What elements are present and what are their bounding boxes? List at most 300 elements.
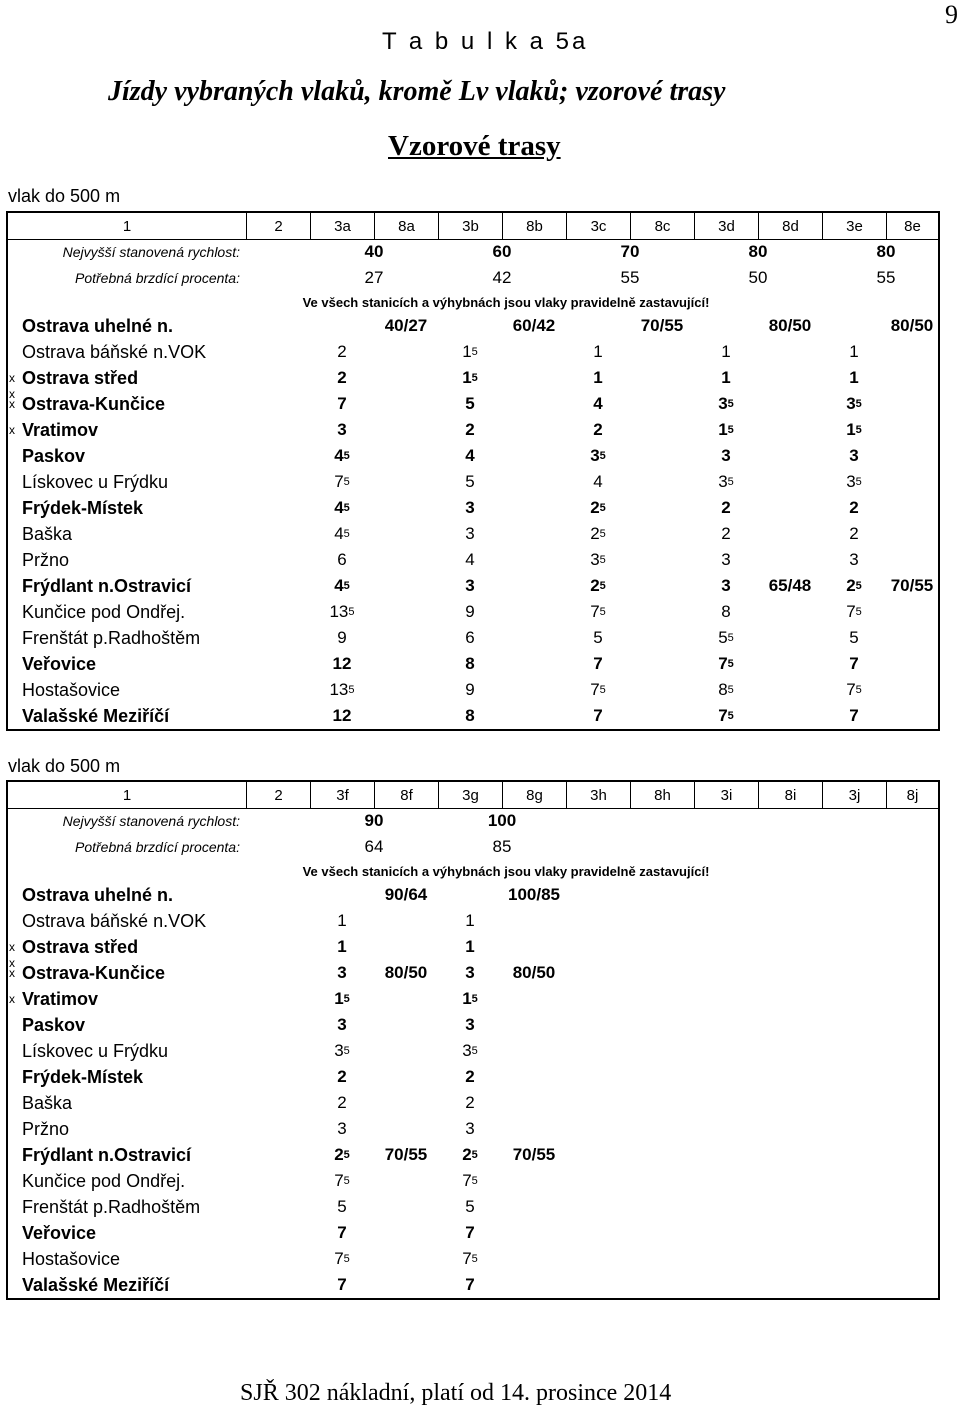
time-cell [822,1194,886,1220]
time-cell [758,908,822,934]
time-cell: 9 [337,628,347,647]
time-cell [502,1220,566,1246]
time-cell [630,521,694,547]
time-cell [758,1038,822,1064]
station-row [8,703,938,729]
time-cell [566,313,630,339]
brake-value [566,834,694,860]
time-cell [758,703,822,729]
station-name: Lískovec u Frýdku [22,471,169,492]
time-cell: 7 [337,1223,347,1242]
time-cell [374,417,438,443]
time-cell [566,1038,630,1064]
station-row [8,1038,938,1064]
time-cell [630,1220,694,1246]
footer: SJŘ 302 nákladní, platí od 14. prosince 2014 [240,1380,672,1406]
column-header: 3b [438,213,502,239]
column-header: 8i [758,782,822,808]
time-cell: 7 5 [718,706,734,725]
time-cell [374,521,438,547]
time-cell: 65/48 [768,576,812,595]
time-cell: 1 5 [462,368,478,387]
time-cell [502,417,566,443]
time-cell [822,1090,886,1116]
time-cell: 4 [593,472,603,491]
time-cell [822,882,886,908]
time-cell [566,908,630,934]
time-cell [502,443,566,469]
time-cell: 3 [337,1119,347,1138]
time-cell [374,1168,438,1194]
time-cell: 70/55 [512,1145,556,1164]
time-cell [758,986,822,1012]
time-cell [310,313,374,339]
station-row [8,1116,938,1142]
time-cell [758,469,822,495]
time-cell [630,573,694,599]
station-name: Ostrava-Kunčice [22,393,166,414]
time-cell [374,703,438,729]
time-cell: 2 [849,524,859,543]
time-cell: 1 [721,342,731,361]
time-cell: 4 5 [334,498,350,517]
time-cell [374,1272,438,1298]
station-row [8,313,938,339]
time-cell: 7 5 [334,1249,350,1268]
station-name: Frenštát p.Radhoštěm [22,1196,201,1217]
time-cell [374,339,438,365]
time-cell: 7 [465,1223,475,1242]
column-header: 8g [502,782,566,808]
time-cell [566,882,630,908]
station-name: Valašské Meziříčí [22,1274,170,1295]
junction-marker: x [9,940,15,954]
time-cell: 1 [337,937,347,956]
speed-label: Nejvyšší stanovená rychlost: [62,813,240,829]
time-cell [566,960,630,986]
time-cell [502,934,566,960]
time-cell: 2 5 [590,576,606,595]
time-cell [630,391,694,417]
time-cell: 3 5 [846,472,862,491]
time-cell [630,1090,694,1116]
time-cell: 80/50 [890,316,934,335]
brake-label: Potřebná brzdící procenta: [75,270,240,286]
station-row [8,651,938,677]
time-cell: 2 [337,368,347,387]
time-cell [630,908,694,934]
column-header: 8h [630,782,694,808]
time-cell: 2 [337,342,347,361]
note-row [8,860,938,882]
brake-value: 42 [492,268,512,287]
time-cell: 80/50 [768,316,812,335]
time-cell: 70/55 [890,576,934,595]
time-cell: 13 5 [329,680,355,699]
junction-marker: x [9,992,15,1006]
station-row [8,1220,938,1246]
time-cell: 7 [337,394,347,413]
station-row [8,625,938,651]
station-name: Frýdek-Místek [22,1066,144,1087]
time-cell [630,960,694,986]
time-cell [502,573,566,599]
time-cell [822,1272,886,1298]
speed-value: 90 [364,811,384,830]
speed-value: 40 [364,242,384,261]
page-number: 9 [945,0,958,29]
time-cell [374,599,438,625]
station-row [8,1090,938,1116]
time-cell: 2 5 [846,576,862,595]
time-cell: 12 [332,706,352,725]
time-cell [566,1168,630,1194]
time-cell: 1 [465,911,475,930]
time-cell [694,934,758,960]
time-cell [758,391,822,417]
time-cell [694,882,758,908]
time-cell [758,417,822,443]
time-cell: 2 [849,498,859,517]
time-cell [758,547,822,573]
time-cell [374,365,438,391]
time-cell [886,1064,938,1090]
time-cell: 7 5 [718,654,734,673]
time-cell: 2 [721,524,731,543]
time-cell [758,1090,822,1116]
station-row [8,986,938,1012]
time-cell [566,1194,630,1220]
station-row [8,495,938,521]
station-row [8,956,938,986]
station-row [8,387,938,417]
time-cell: 90/64 [384,885,428,904]
station-row [8,882,938,908]
time-cell: 4 5 [334,446,350,465]
time-cell [694,313,758,339]
station-name: Ostrava uhelné n. [22,315,174,336]
time-cell [374,1064,438,1090]
time-cell: 7 [593,654,603,673]
station-name: Ostrava střed [22,936,139,957]
time-cell: 7 [849,654,859,673]
time-cell [822,960,886,986]
station-row [8,365,938,391]
time-cell: 4 5 [334,576,350,595]
column-header: 3e [822,213,886,239]
time-cell [374,1012,438,1038]
time-cell: 3 [721,576,731,595]
time-cell [886,934,938,960]
column-header: 2 [246,213,310,239]
station-row [8,1246,938,1272]
time-cell: 80/50 [384,963,428,982]
time-cell: 3 [337,1015,347,1034]
time-cell [566,1142,630,1168]
time-cell [502,703,566,729]
station-row [8,1272,938,1298]
time-cell [758,443,822,469]
time-cell [630,417,694,443]
time-cell: 3 5 [590,446,606,465]
time-cell [822,934,886,960]
time-cell: 8 [721,602,731,621]
time-cell [502,469,566,495]
station-row [8,339,938,365]
column-header: 3c [566,213,630,239]
time-cell: 1 [593,342,603,361]
time-cell: 3 5 [334,1041,350,1060]
speed-value: 80 [876,242,896,261]
column-header-row [8,782,938,808]
time-cell [886,1168,938,1194]
time-cell: 8 [465,654,475,673]
time-cell [822,1246,886,1272]
time-cell [502,599,566,625]
station-name: Hostašovice [22,1248,121,1269]
time-cell [886,1038,938,1064]
time-cell [694,1142,758,1168]
column-header-row [8,213,938,239]
time-cell [374,573,438,599]
column-header: 8b [502,213,566,239]
time-cell [438,313,502,339]
schedule-table-2 [6,780,940,1300]
time-cell: 2 5 [462,1145,478,1164]
time-cell: 7 5 [334,1171,350,1190]
time-cell [822,1168,886,1194]
time-cell [886,651,938,677]
time-cell [374,1220,438,1246]
station-name: Baška [22,523,73,544]
time-cell [374,1246,438,1272]
time-cell [566,1090,630,1116]
time-cell [374,443,438,469]
column-header: 8j [886,782,938,808]
time-cell: 5 [337,1197,347,1216]
time-cell [886,882,938,908]
time-cell: 1 [337,911,347,930]
main-title: Jízdy vybraných vlaků, kromě Lv vlaků; vzorové trasy [108,76,726,107]
speed-value: 80 [748,242,768,261]
time-cell [374,934,438,960]
time-cell [502,625,566,651]
time-cell [758,1272,822,1298]
column-header: 8d [758,213,822,239]
time-cell [502,547,566,573]
column-header: 3j [822,782,886,808]
speed-row [8,239,938,265]
junction-marker: x [9,423,15,437]
speed-row [8,808,938,834]
station-name: Valašské Meziříčí [22,705,170,726]
time-cell [886,521,938,547]
time-cell [374,469,438,495]
time-cell [630,625,694,651]
time-cell: 5 [593,628,603,647]
time-cell [886,625,938,651]
time-cell: 7 [849,706,859,725]
time-cell [758,1246,822,1272]
junction-marker: x [9,371,15,385]
time-cell: 3 [465,524,475,543]
time-cell [502,339,566,365]
time-cell: 3 [465,576,475,595]
time-cell: 3 [337,420,347,439]
time-cell [502,1064,566,1090]
time-cell: 2 5 [590,524,606,543]
time-cell [502,365,566,391]
time-cell: 3 [465,498,475,517]
station-name: Ostrava střed [22,367,139,388]
station-row [8,908,938,934]
time-cell: 70/55 [384,1145,428,1164]
station-name: Baška [22,1092,73,1113]
station-name: Frýdlant n.Ostravicí [22,1144,192,1165]
station-name: Frenštát p.Radhoštěm [22,627,201,648]
station-row [8,573,938,599]
time-cell [758,521,822,547]
speed-label: Nejvyšší stanovená rychlost: [62,244,240,260]
time-cell [630,365,694,391]
time-cell: 40/27 [384,316,428,335]
time-cell: 9 [465,680,475,699]
time-cell [630,469,694,495]
time-cell [822,1142,886,1168]
time-cell [886,599,938,625]
time-cell [822,986,886,1012]
speed-value: 100 [487,811,517,830]
station-name: Vratimov [22,988,99,1009]
speed-value [566,808,694,834]
time-cell: 3 [721,550,731,569]
time-cell: 3 [465,1015,475,1034]
station-row [8,1194,938,1220]
time-cell: 1 5 [718,420,734,439]
stop-note: Ve všech stanicích a výhybnách jsou vlaky pravidelně zastavující! [302,863,710,879]
station-row [8,677,938,703]
time-cell [566,1246,630,1272]
time-cell [886,1012,938,1038]
time-cell [694,1038,758,1064]
time-cell [886,547,938,573]
time-cell [566,1064,630,1090]
time-cell [630,1012,694,1038]
station-row [8,1142,938,1168]
time-cell: 2 [593,420,603,439]
time-cell [758,1220,822,1246]
time-cell [566,1116,630,1142]
column-header: 3f [310,782,374,808]
time-cell [758,1012,822,1038]
time-cell: 7 5 [462,1249,478,1268]
station-row [8,1168,938,1194]
time-cell [630,443,694,469]
station-name: Frýdek-Místek [22,497,144,518]
time-cell [374,495,438,521]
time-cell: 5 [465,1197,475,1216]
brake-value: 55 [620,268,640,287]
table-title: T a b u l k a 5a [382,28,589,55]
time-cell [502,495,566,521]
time-cell: 4 5 [334,524,350,543]
time-cell [758,677,822,703]
time-cell [502,1168,566,1194]
station-row [8,599,938,625]
time-cell [822,1012,886,1038]
time-cell [886,1194,938,1220]
station-row [8,469,938,495]
time-cell [374,677,438,703]
speed-value [694,808,822,834]
station-row [8,1012,938,1038]
time-cell [630,934,694,960]
time-cell: 3 5 [846,394,862,413]
station-row [8,547,938,573]
time-cell: 70/55 [640,316,684,335]
brake-value: 27 [364,268,384,287]
time-cell: 1 5 [462,989,478,1008]
time-cell [886,1090,938,1116]
time-cell: 5 [465,472,475,491]
time-cell: 7 5 [846,602,862,621]
column-header: 8a [374,213,438,239]
column-header: 2 [246,782,310,808]
column-header: 8f [374,782,438,808]
station-row [8,417,938,443]
station-name: Vratimov [22,419,99,440]
time-cell [694,1194,758,1220]
time-cell [822,908,886,934]
time-cell [502,1090,566,1116]
column-header: 8e [886,213,938,239]
time-cell [886,417,938,443]
time-cell [374,908,438,934]
time-cell [502,1246,566,1272]
time-cell [310,882,374,908]
time-cell [758,651,822,677]
time-cell [758,1064,822,1090]
time-cell [758,1194,822,1220]
brake-value [822,834,950,860]
time-cell: 3 [465,963,475,982]
time-cell: 7 [593,706,603,725]
station-name: Kunčice pod Ondřej. [22,1170,186,1191]
station-row [8,1064,938,1090]
time-cell [758,934,822,960]
time-cell [694,1246,758,1272]
time-cell [502,1012,566,1038]
time-cell [886,1142,938,1168]
time-cell [886,1246,938,1272]
time-cell [758,960,822,986]
time-cell: 7 5 [462,1171,478,1190]
speed-value: 70 [620,242,640,261]
time-cell: 7 [337,1275,347,1294]
section2-label: vlak do 500 m [8,756,121,776]
time-cell: 4 [465,550,475,569]
time-cell [886,960,938,986]
time-cell [758,1116,822,1142]
time-cell [630,1116,694,1142]
time-cell [886,495,938,521]
time-cell: 3 5 [590,550,606,569]
time-cell [566,1220,630,1246]
time-cell: 100/85 [508,885,560,904]
time-cell [630,1272,694,1298]
time-cell [630,1142,694,1168]
section1-label: vlak do 500 m [8,186,121,206]
